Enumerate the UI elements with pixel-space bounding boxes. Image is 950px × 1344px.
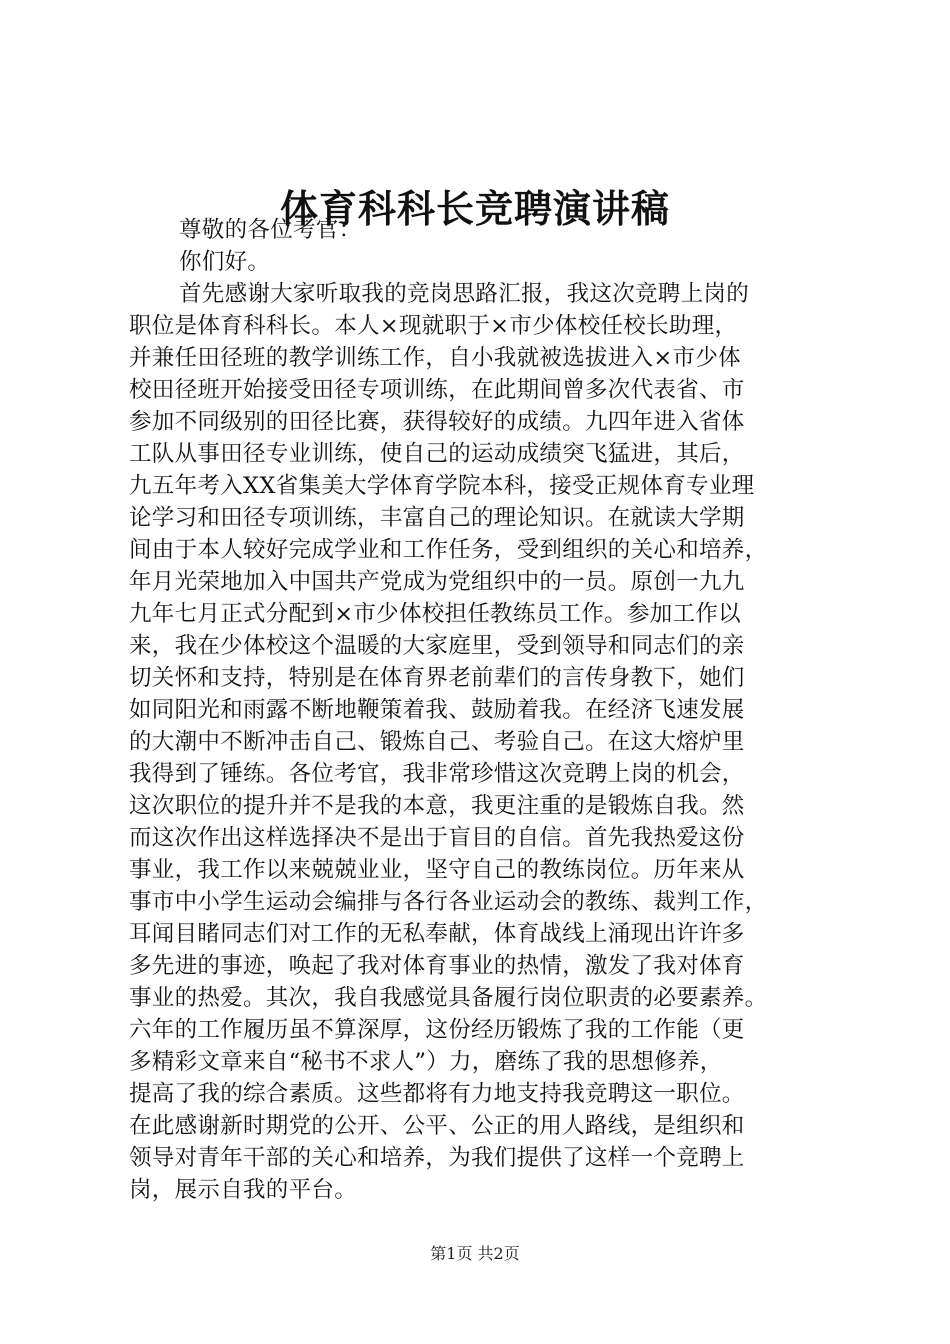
body-line: 间由于本人较好完成学业和工作任务，受到组织的关心和培养，: [129, 537, 768, 563]
body-line: 首先感谢大家听取我的竞岗思路汇报，我这次竞聘上岗的: [179, 281, 750, 307]
body-line: 提高了我的综合素质。这些都将有力地支持我竞聘这一职位。: [129, 1081, 745, 1107]
body-line: 并兼任田径班的教学训练工作，自小我就被选拔进入×市少体: [129, 345, 741, 371]
body-line: 尊敬的各位考官：: [179, 217, 362, 243]
body-line: 来，我在少体校这个温暖的大家庭里，受到领导和同志们的亲: [129, 633, 745, 659]
body-line: 岗，展示自我的平台。: [129, 1177, 358, 1203]
body-line: 切关怀和支持，特别是在体育界老前辈们的言传身教下，她们: [129, 665, 745, 691]
body-line: 年月光荣地加入中国共产党成为党组织中的一员。原创一九九: [129, 569, 745, 595]
page-footer: 第1页 共2页: [430, 1244, 520, 1263]
body-line: 事市中小学生运动会编排与各行各业运动会的教练、裁判工作，: [129, 889, 768, 915]
body-line: 校田径班开始接受田径专项训练，在此期间曾多次代表省、市: [129, 377, 745, 403]
body-line: 九年七月正式分配到×市少体校担任教练员工作。参加工作以: [129, 601, 741, 627]
body-line: 耳闻目睹同志们对工作的无私奉献，体育战线上涌现出许许多: [129, 921, 745, 947]
body-line: 这次职位的提升并不是我的本意，我更注重的是锻炼自我。然: [129, 793, 745, 819]
body-line: 而这次作出这样选择决不是出于盲目的自信。首先我热爱这份: [129, 825, 745, 851]
document-title: 体育科科长竞聘演讲稿: [279, 186, 670, 231]
body-line: 论学习和田径专项训练，丰富自己的理论知识。在就读大学期: [129, 505, 745, 531]
body-line: 参加不同级别的田径比赛，获得较好的成绩。九四年进入省体: [129, 409, 745, 435]
body-line: 事业的热爱。其次，我自我感觉具备履行岗位职责的必要素养。: [129, 985, 768, 1011]
body-line: 职位是体育科科长。本人×现就职于×市少体校任校长助理，: [129, 313, 738, 339]
body-line: 九五年考入XX省集美大学体育学院本科，接受正规体育专业理: [129, 473, 755, 499]
body-line: 在此感谢新时期党的公开、公平、公正的用人路线，是组织和: [129, 1113, 745, 1139]
body-line: 如同阳光和雨露不断地鞭策着我、鼓励着我。在经济飞速发展: [129, 697, 745, 723]
body-line: 六年的工作履历虽不算深厚，这份经历锻炼了我的工作能（更: [129, 1017, 745, 1043]
body-line: 你们好。: [179, 249, 271, 275]
body-line: 事业，我工作以来兢兢业业，坚守自己的教练岗位。历年来从: [129, 857, 745, 883]
body-line: 工队从事田径专业训练，使自己的运动成绩突飞猛进，其后，: [129, 441, 745, 467]
body-line: 的大潮中不断冲击自己、锻炼自己、考验自己。在这大熔炉里: [129, 729, 745, 755]
body-line: 多先进的事迹，唤起了我对体育事业的热情，激发了我对体育: [129, 953, 745, 979]
body-line: 领导对青年干部的关心和培养，为我们提供了这样一个竞聘上: [129, 1145, 745, 1171]
body-line: 多精彩文章来自“秘书不求人”）力，磨练了我的思想修养，: [129, 1049, 723, 1075]
document-body: [129, 214, 833, 1206]
body-line: 我得到了锤练。各位考官，我非常珍惜这次竞聘上岗的机会，: [129, 761, 745, 787]
